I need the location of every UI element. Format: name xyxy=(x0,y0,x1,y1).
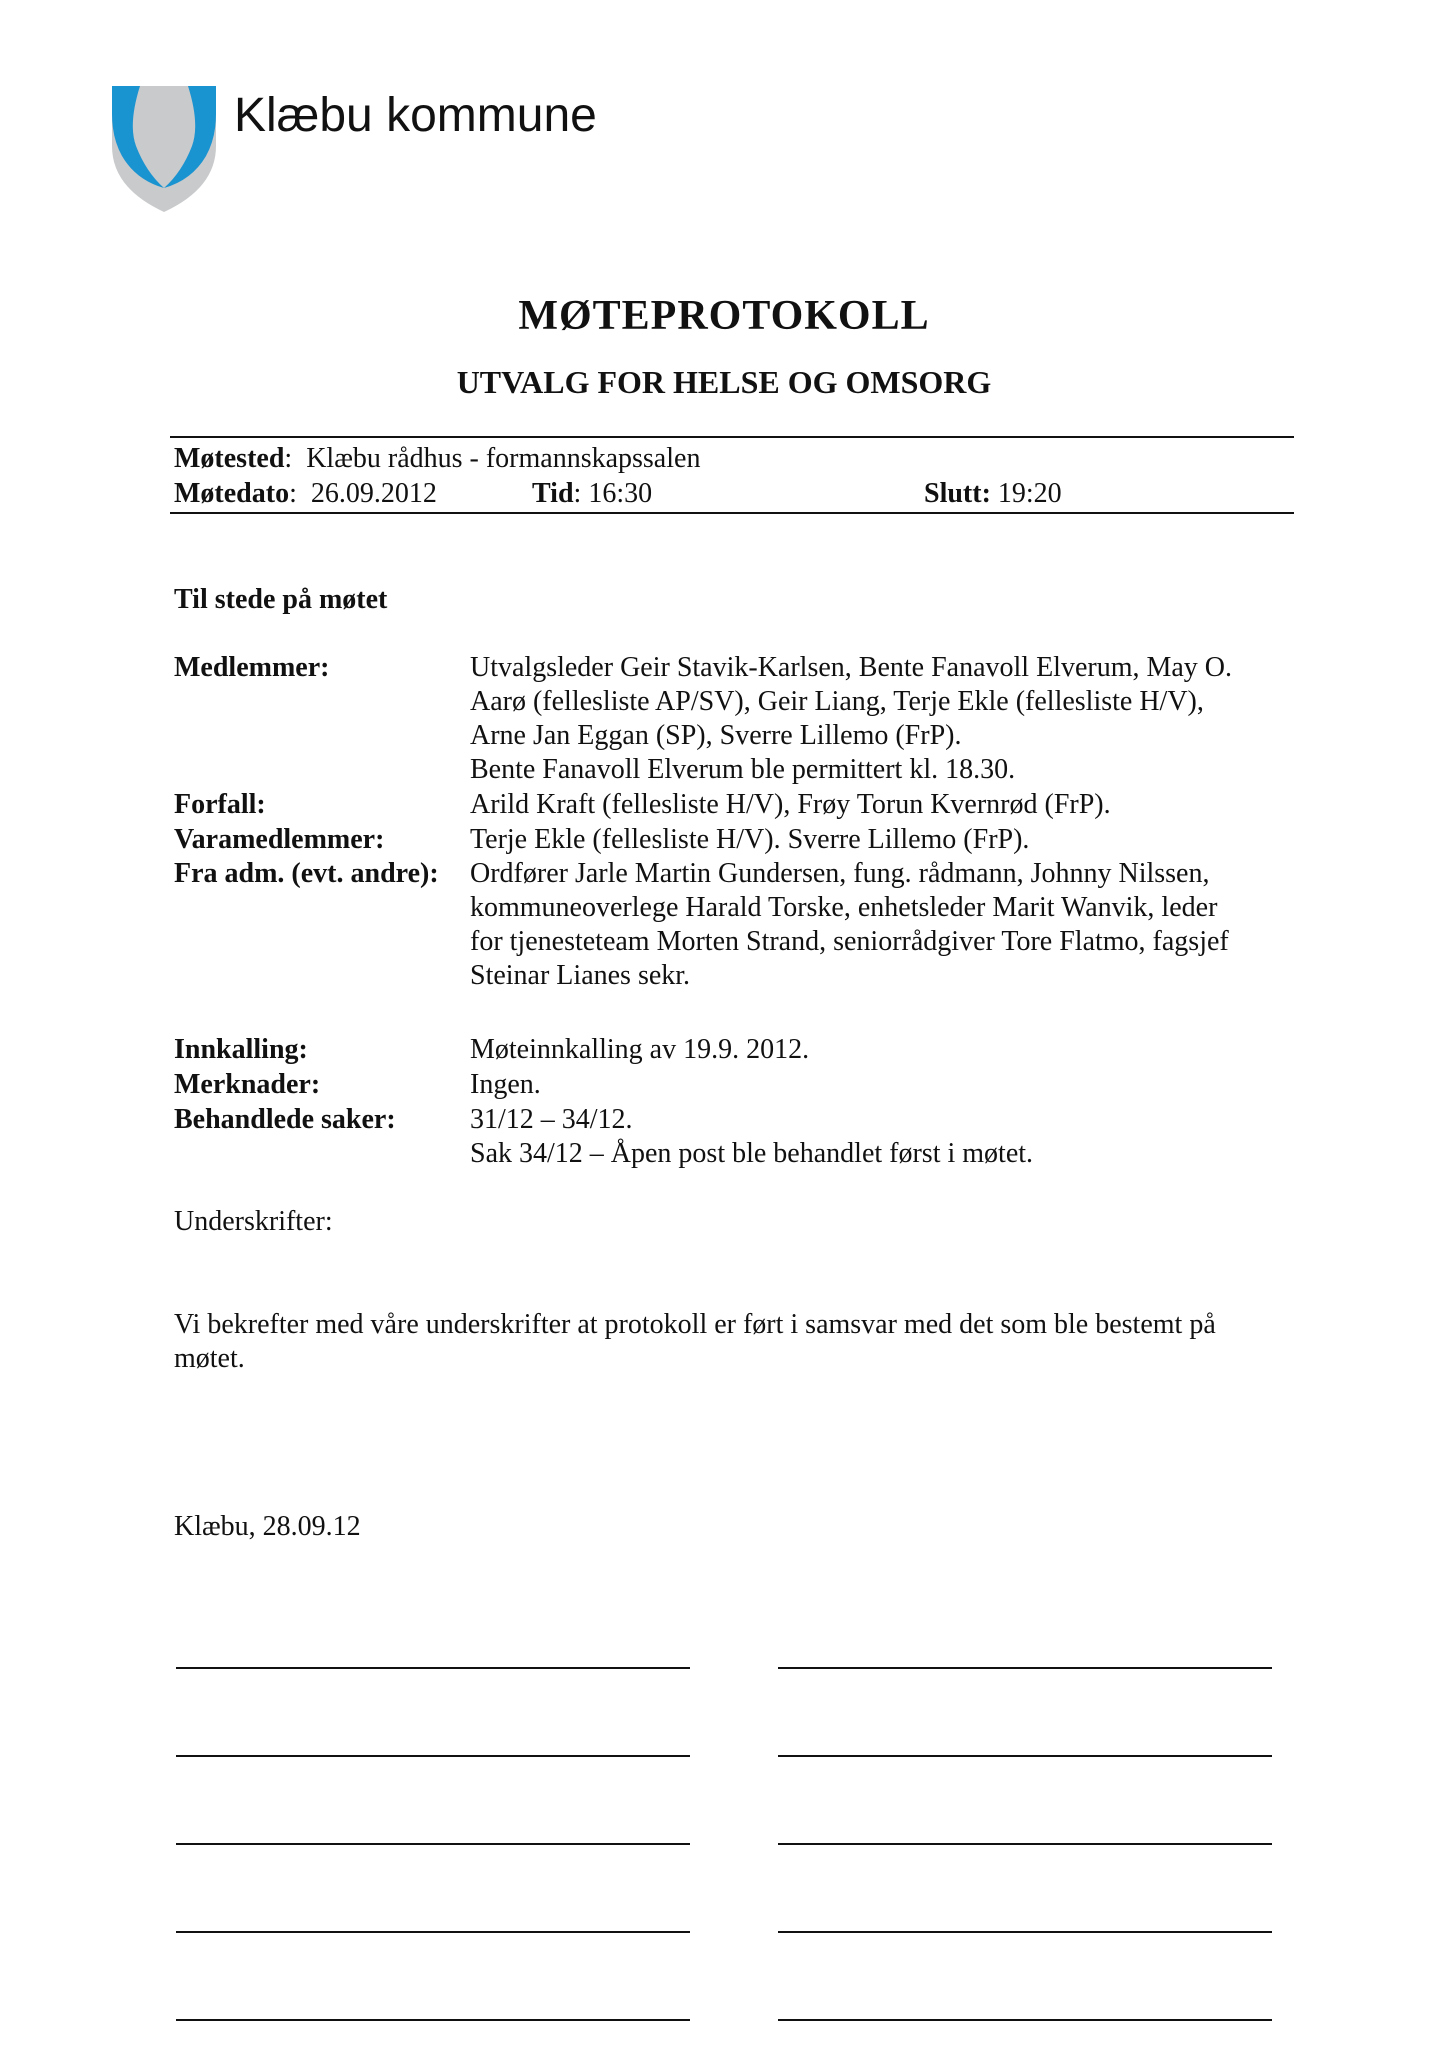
bottom-rule xyxy=(170,512,1294,514)
members-label: Medlemmer: xyxy=(174,652,330,683)
admin-line: Ordfører Jarle Martin Gundersen, fung. rådmann, Johnny Nilssen, xyxy=(470,858,1210,889)
admin-label: Fra adm. (evt. andre): xyxy=(174,858,439,889)
signature-line-right xyxy=(778,1667,1272,1669)
remarks-value: Ingen. xyxy=(470,1069,541,1100)
meeting-place-value: Klæbu rådhus - formannskapssalen xyxy=(306,443,701,474)
cases-line: Sak 34/12 – Åpen post ble behandlet først i møtet. xyxy=(470,1138,1034,1169)
signature-line-left xyxy=(176,1755,690,1757)
signature-line-right xyxy=(778,1931,1272,1933)
members-line: Bente Fanavoll Elverum ble permittert kl. 18.30. xyxy=(470,754,1016,785)
meeting-date-value: 26.09.2012 xyxy=(310,478,437,509)
meeting-time: Tid: 16:30 xyxy=(532,478,653,509)
attendance-heading: Til stede på møtet xyxy=(174,584,388,615)
statement-line: møtet. xyxy=(174,1343,245,1374)
absent-label: Forfall: xyxy=(174,789,266,820)
signature-line-left xyxy=(176,1843,690,1845)
meeting-end-label: Slutt: xyxy=(924,478,991,509)
meeting-place-label: Møtested xyxy=(174,443,285,474)
signature-line-right xyxy=(778,1755,1272,1757)
members-line: Arne Jan Eggan (SP), Sverre Lillemo (FrP). xyxy=(470,720,962,751)
members-line: Aarø (fellesliste AP/SV), Geir Liang, Terje Ekle (fellesliste H/V), xyxy=(470,686,1204,717)
meeting-end-value: 19:20 xyxy=(997,478,1062,509)
members-line: Utvalgsleder Geir Stavik-Karlsen, Bente Fanavoll Elverum, May O. xyxy=(470,652,1233,683)
absent-value: Arild Kraft (fellesliste H/V), Frøy Torun Kvernrød (FrP). xyxy=(470,789,1111,820)
meeting-time-value: 16:30 xyxy=(588,478,653,509)
deputies-label: Varamedlemmer: xyxy=(174,824,385,855)
cases-label: Behandlede saker: xyxy=(174,1104,396,1135)
deputies-value: Terje Ekle (fellesliste H/V). Sverre Lillemo (FrP). xyxy=(470,824,1030,855)
admin-line: for tjenesteteam Morten Strand, seniorrådgiver Tore Flatmo, fagsjef xyxy=(470,926,1229,957)
municipal-crest-icon xyxy=(110,84,218,214)
document-title: MØTEPROTOKOLL xyxy=(518,293,930,339)
committee-name: UTVALG FOR HELSE OG OMSORG xyxy=(456,364,992,400)
notice-label: Innkalling: xyxy=(174,1034,308,1065)
signature-line-right xyxy=(778,1843,1272,1845)
meeting-date-label: Møtedato xyxy=(174,478,290,509)
meeting-date-row: Møtedato: 26.09.2012 xyxy=(174,478,437,509)
organization-name: Klæbu kommune xyxy=(234,89,597,142)
place-date: Klæbu, 28.09.12 xyxy=(174,1511,361,1542)
cases-line: 31/12 – 34/12. xyxy=(470,1104,633,1135)
notice-value: Møteinnkalling av 19.9. 2012. xyxy=(470,1034,810,1065)
meeting-place-row: Møtested: Klæbu rådhus - formannskapssalen xyxy=(174,443,701,474)
signature-line-left xyxy=(176,2019,690,2021)
signature-line-right xyxy=(778,2019,1272,2021)
admin-line: Steinar Lianes sekr. xyxy=(470,960,691,991)
signature-line-left xyxy=(176,1931,690,1933)
signature-line-left xyxy=(176,1667,690,1669)
top-rule xyxy=(170,436,1294,438)
admin-line: kommuneoverlege Harald Torske, enhetsleder Marit Wanvik, leder xyxy=(470,892,1218,923)
meeting-time-label: Tid xyxy=(532,478,574,509)
meeting-end xyxy=(924,477,1062,511)
signatures-heading: Underskrifter: xyxy=(174,1206,333,1237)
statement-line: Vi bekrefter med våre underskrifter at protokoll er ført i samsvar med det som ble bestemt på xyxy=(174,1309,1216,1340)
remarks-label: Merknader: xyxy=(174,1069,321,1100)
